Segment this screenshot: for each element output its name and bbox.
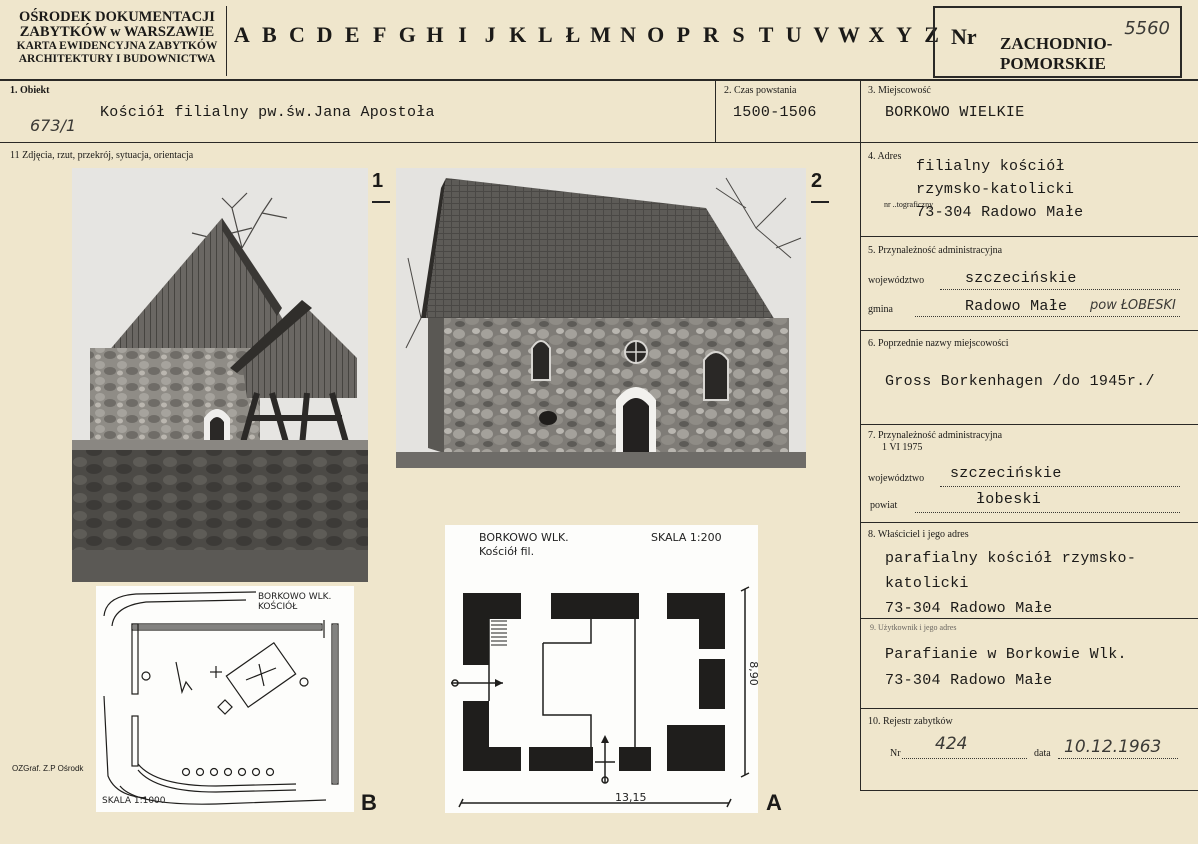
photo-1-number: 1 bbox=[372, 170, 384, 192]
org-name-line1: OŚRODEK DOKUMENTACJI bbox=[19, 9, 215, 25]
owner-line3: 73-304 Radowo Małe bbox=[885, 600, 1053, 617]
card-type-line2: ARCHITEKTURY I BUDOWNICTWA bbox=[18, 53, 216, 65]
register-date-label: data bbox=[1034, 748, 1051, 759]
plan-scale: SKALA 1:200 bbox=[651, 531, 722, 544]
admin-woj-label: województwo bbox=[868, 275, 925, 286]
alphabet-letter: D bbox=[316, 22, 333, 47]
photo-2-image bbox=[396, 168, 806, 468]
alphabet-letter: G bbox=[398, 22, 416, 47]
region-box bbox=[933, 6, 1182, 78]
admin75-pow-label: powiat bbox=[870, 500, 898, 511]
plan-dim-vertical: 8,90 bbox=[746, 661, 760, 686]
photo-1-image bbox=[72, 168, 368, 582]
owner-line1: parafialny kościół rzymsko- bbox=[885, 550, 1137, 567]
alphabet-letter: T bbox=[758, 22, 774, 47]
site-scale: SKALA 1:1000 bbox=[102, 796, 166, 806]
register-nr-label: Nr bbox=[890, 748, 901, 759]
region-line2: POMORSKIE bbox=[1000, 54, 1106, 73]
photo-2-number: 2 bbox=[811, 170, 823, 192]
admin-gmina-label: gmina bbox=[868, 304, 893, 315]
alphabet-letter: Y bbox=[896, 22, 912, 47]
alphabet-letter: Z bbox=[924, 22, 939, 47]
photo-2 bbox=[396, 168, 806, 468]
alphabet-letter: K bbox=[509, 22, 527, 47]
alphabet-letter: S bbox=[732, 22, 745, 47]
admin75-woj-value: szczecińskie bbox=[950, 465, 1062, 482]
admin-gmina-value: Radowo Małe bbox=[965, 298, 1068, 315]
alphabet-letter: X bbox=[868, 22, 885, 47]
admin75-label: 7. Przynależność administracyjna bbox=[868, 430, 1003, 441]
date-value: 1500-1506 bbox=[733, 104, 817, 121]
site-letter: B bbox=[361, 790, 377, 815]
owner-line2: katolicki bbox=[885, 575, 969, 592]
site-title-line2: KOŚCIÓŁ bbox=[258, 602, 298, 612]
object-value: Kościół filialny pw.św.Jana Apostoła bbox=[100, 104, 435, 121]
photo-1 bbox=[72, 168, 368, 582]
object-label: 1. Obiekt bbox=[10, 85, 50, 96]
user-line1: Parafianie w Borkowie Wlk. bbox=[885, 646, 1127, 663]
alphabet-letter: I bbox=[458, 22, 467, 47]
alphabet-letter: E bbox=[344, 22, 360, 47]
alphabet-letter: O bbox=[647, 22, 665, 47]
header-org-block bbox=[8, 10, 226, 66]
photos-label: 11 Zdjęcia, rzut, przekrój, sytuacja, orientacja bbox=[10, 150, 194, 161]
alphabet-letter: B bbox=[262, 22, 277, 47]
admin-label: 5. Przynależność administracyjna bbox=[868, 245, 1003, 256]
alphabet-letter: J bbox=[484, 22, 496, 47]
address-line1: filialny kościół bbox=[916, 158, 1065, 175]
date-label: 2. Czas powstania bbox=[724, 85, 797, 96]
site-plan-card bbox=[96, 586, 354, 812]
plan-letter: A bbox=[766, 790, 782, 815]
site-plan-drawing bbox=[96, 586, 354, 812]
object-hand-ref: 673/1 bbox=[30, 116, 77, 135]
admin-gmina-hand: pow ŁOBESKI bbox=[1090, 298, 1176, 313]
alphabet-letter: R bbox=[702, 22, 719, 47]
address-label: 4. Adres bbox=[868, 151, 902, 162]
alphabet-letter: C bbox=[289, 22, 305, 47]
floor-plan-card bbox=[445, 525, 758, 813]
alphabet-letter: A bbox=[233, 22, 250, 47]
former-names-label: 6. Poprzednie nazwy miejscowości bbox=[868, 338, 1009, 349]
user-label: 9. Użytkownik i jego adres bbox=[870, 623, 957, 632]
printer-stamp: OZGraf. Z.P Ośrodk bbox=[12, 764, 84, 773]
register-date-value: 10.12.1963 bbox=[1064, 737, 1162, 757]
place-label: 3. Miejscowość bbox=[868, 85, 931, 96]
hand-number: 5560 bbox=[1124, 18, 1170, 39]
alphabet-letter: M bbox=[590, 22, 611, 47]
address-line2: rzymsko-katolicki bbox=[916, 181, 1075, 198]
alphabet-letter: P bbox=[676, 22, 691, 47]
alphabet-letter: W bbox=[837, 22, 860, 47]
admin75-date: 1 VI 1975 bbox=[882, 442, 923, 453]
user-line2: 73-304 Radowo Małe bbox=[885, 672, 1053, 689]
register-nr-value: 424 bbox=[935, 734, 968, 754]
org-name-line2: ZABYTKÓW w WARSZAWIE bbox=[19, 24, 215, 40]
owner-label: 8. Właściciel i jego adres bbox=[868, 529, 969, 540]
alphabet-letter: H bbox=[426, 22, 444, 47]
address-sublabel: nr ..tograficzny bbox=[884, 200, 934, 209]
register-label: 10. Rejestr zabytków bbox=[868, 716, 953, 727]
place-value: BORKOWO WIELKIE bbox=[885, 104, 1025, 121]
admin-woj-value: szczecińskie bbox=[965, 270, 1077, 287]
alphabet-letter: F bbox=[373, 22, 387, 47]
alphabet-letter: U bbox=[785, 22, 802, 47]
plan-title-line1: BORKOWO WLK. bbox=[479, 531, 569, 544]
admin75-woj-label: województwo bbox=[868, 473, 925, 484]
alphabet-letter: L bbox=[537, 22, 553, 47]
former-names-value: Gross Borkenhagen /do 1945r./ bbox=[885, 373, 1155, 390]
floor-plan-drawing bbox=[445, 525, 758, 813]
alphabet-letter: V bbox=[813, 22, 830, 47]
alphabet-index bbox=[228, 22, 939, 48]
admin75-pow-value: łobeski bbox=[976, 491, 1042, 508]
card-type-line1: KARTA EWIDENCYJNA ZABYTKÓW bbox=[16, 40, 218, 52]
plan-title-line2: Kościół fil. bbox=[479, 545, 535, 558]
alphabet-letter: N bbox=[620, 22, 637, 47]
site-title-line1: BORKOWO WLK. bbox=[258, 592, 332, 602]
plan-dim-horizontal: 13,15 bbox=[615, 791, 647, 804]
nr-label: Nr bbox=[951, 24, 977, 49]
address-line3: 73-304 Radowo Małe bbox=[916, 204, 1084, 221]
region-line1: ZACHODNIO- bbox=[1000, 34, 1113, 53]
alphabet-letter: Ł bbox=[565, 22, 581, 47]
